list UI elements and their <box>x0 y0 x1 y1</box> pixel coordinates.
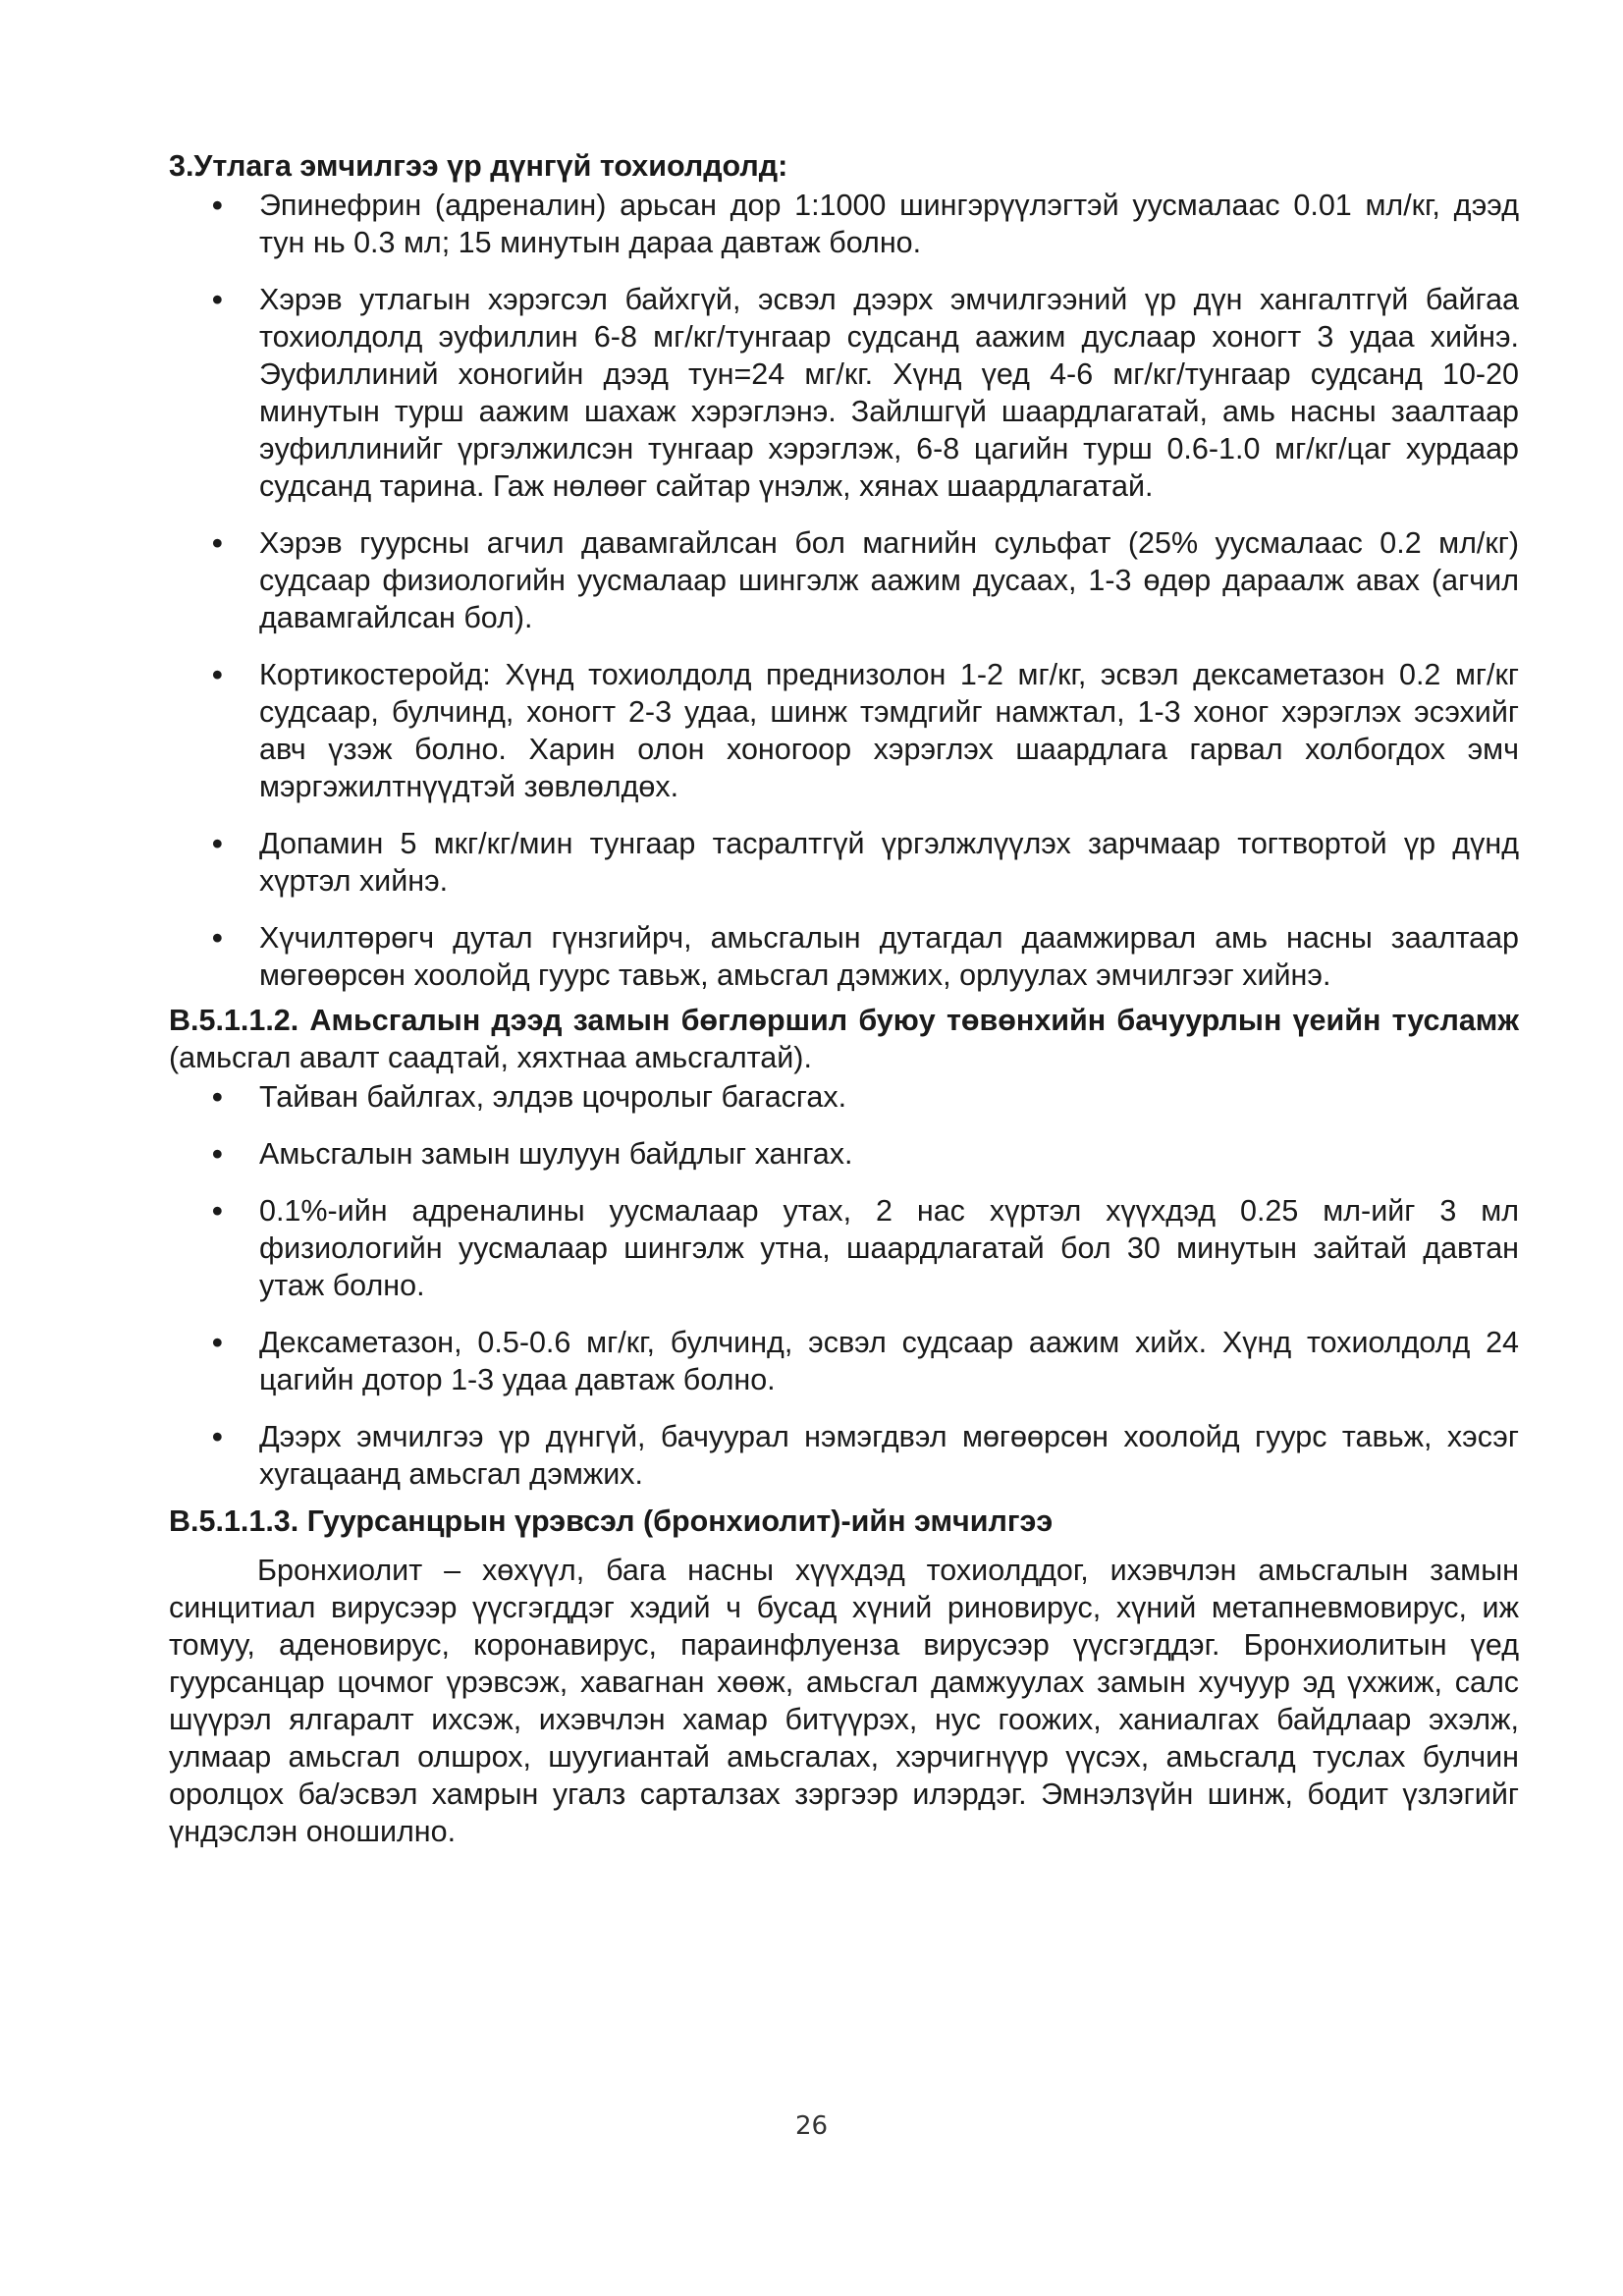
bullet-icon: • <box>212 526 223 560</box>
bullet-icon: • <box>212 189 223 222</box>
list-item: • Тайван байлгах, элдэв цочролыг багасгах. <box>212 1080 847 1114</box>
list-item: • Кортикостеройд: Хүнд тохиолдолд преднизолон 1-2 мг/кг, эсвэл дексаметазон 0.2 мг/кг судсаар, булчинд, хоногт 2-3 удаа, шинж тэмдгийг намжтал, 1-3 хоног хэрэглэх эсэхийг авч үзэж болно. Харин олон хоногоор хэрэглэх шаардлага гарвал холбогдох эмч мэргэжилтнүүдтэй зөвлөлдөх. <box>212 658 1519 803</box>
page-number: 26 <box>794 2111 829 2141</box>
bullet-icon: • <box>212 658 223 691</box>
page-content <box>169 147 1519 1850</box>
bullet-icon: • <box>212 827 223 860</box>
list-item: • Хэрэв утлагын хэрэгсэл байхгүй, эсвэл дээрх эмчилгээний үр дүн хангалтгүй байгаа тохиолдолд эуфиллин 6-8 мг/кг/тунгаар судсанд аажим дуслаар хоногт 3 удаа хийнэ. Эуфиллиний хоногийн дээд тун=24 мг/кг. Хүнд үед 4-6 мг/кг/тунгаар судсанд 10-20 минутын турш аажим шахаж хэрэглэнэ. Зайлшгүй шаардлагатай, амь насны заалтаар эуфиллинийг үргэлжилсэн тунгаар хэрэглэж, 6-8 цагийн турш 0.6-1.0 мг/кг/цаг хурдаар судсанд тарина. Гаж нөлөөг сайтар үнэлж, хянах шаардлагатай. <box>212 283 1519 503</box>
list-item: • 0.1%-ийн адреналины уусмалаар утах, 2 нас хүртэл хүүхдэд 0.25 мл-ийг 3 мл физиологийн уусмалаар шингэлж утна, шаардлагатай бол 30 минутын зайтай давтан утаж болно. <box>212 1194 1519 1302</box>
bullet-icon: • <box>212 921 223 955</box>
section-3-list <box>169 187 1519 994</box>
list-item: • Хүчилтөрөгч дутал гүнзгийрч, амьсгалын дутагдал даамжирвал амь насны заалтаар мөгөөрсөн хоолойд гуурс тавьж, амьсгал дэмжих, орлуулах эмчилгээг хийнэ. <box>212 921 1519 992</box>
section-b51113-heading: В.5.1.1.3. Гуурсанцрын үрэвсэл (бронхиолит)-ийн эмчилгээ <box>169 1504 1054 1538</box>
list-item: • Эпинефрин (адреналин) арьсан дор 1:1000 шингэрүүлэгтэй уусмалаас 0.01 мл/кг, дээд тун нь 0.3 мл; 15 минутын дараа давтаж болно. <box>212 189 1519 259</box>
section-b51112-list <box>169 1078 1519 1493</box>
section-b51112-heading: В.5.1.1.2. Амьсгалын дээд замын бөглөршил буюу төвөнхийн бачуурлын үеийн тусламж (амьсгал авалт саадтай, хяхтнаа амьсгалтай). <box>169 1004 1519 1074</box>
list-item: • Дексаметазон, 0.5-0.6 мг/кг, булчинд, эсвэл судсаар аажим хийх. Хүнд тохиолдолд 24 цагийн дотор 1-3 удаа давтаж болно. <box>212 1326 1519 1396</box>
bullet-icon: • <box>212 1326 223 1359</box>
bullet-icon: • <box>212 1137 223 1171</box>
bronchiolitis-paragraph: Бронхиолит – хөхүүл, бага насны хүүхдэд тохиолддог, ихэвчлэн амьсгалын замын синцитиал вирусээр үүсгэгддэг хэдий ч бусад хүний риновирус, хүний метапневмовирус, иж томуу, аденовирус, коронавирус, параинфлуенза вирусээр үүсгэгддэг. Бронхиолитын үед гуурсанцар цочмог үрэвсэж, хавагнан хөөж, амьсгал дамжуулах замын хучуур эд үхжиж, салс шүүрэл ялгаралт ихсэж, ихэвчлэн хамар битүүрэх, нус гоожих, ханиалгах байдлаар эхэлж, улмаар амьсгал олшрох, шуугиантай амьсгалах, хэрчигнүүр үүсэх, амьсгалд туслах булчин оролцох ба/эсвэл хамрын угалз сарталзах зэргээр илэрдэг. Эмнэлзүйн шинж, бодит үзлэгийг үндэслэн оношилно. <box>169 1554 1519 1848</box>
list-item: • Допамин 5 мкг/кг/мин тунгаар тасралтгүй үргэлжлүүлэх зарчмаар тогтвортой үр дүнд хүртэл хийнэ. <box>212 827 1519 898</box>
section-3-heading: 3.Утлага эмчилгээ үр дүнгүй тохиолдолд: <box>169 149 788 183</box>
list-item: • Амьсгалын замын шулуун байдлыг хангах. <box>212 1137 853 1171</box>
list-item: • Дээрх эмчилгээ үр дүнгүй, бачуурал нэмэгдвэл мөгөөрсөн хоолойд гуурс тавьж, хэсэг хугацаанд амьсгал дэмжих. <box>212 1420 1519 1491</box>
bullet-icon: • <box>212 1080 223 1114</box>
bullet-icon: • <box>212 283 223 316</box>
bullet-icon: • <box>212 1194 223 1228</box>
bullet-icon: • <box>212 1420 223 1453</box>
list-item: • Хэрэв гуурсны агчил давамгайлсан бол магнийн сульфат (25% уусмалаас 0.2 мл/кг) судсаар физиологийн уусмалаар шингэлж аажим дусаах, 1-3 өдөр дараалж авах (агчил давамгайлсан бол). <box>212 526 1519 634</box>
